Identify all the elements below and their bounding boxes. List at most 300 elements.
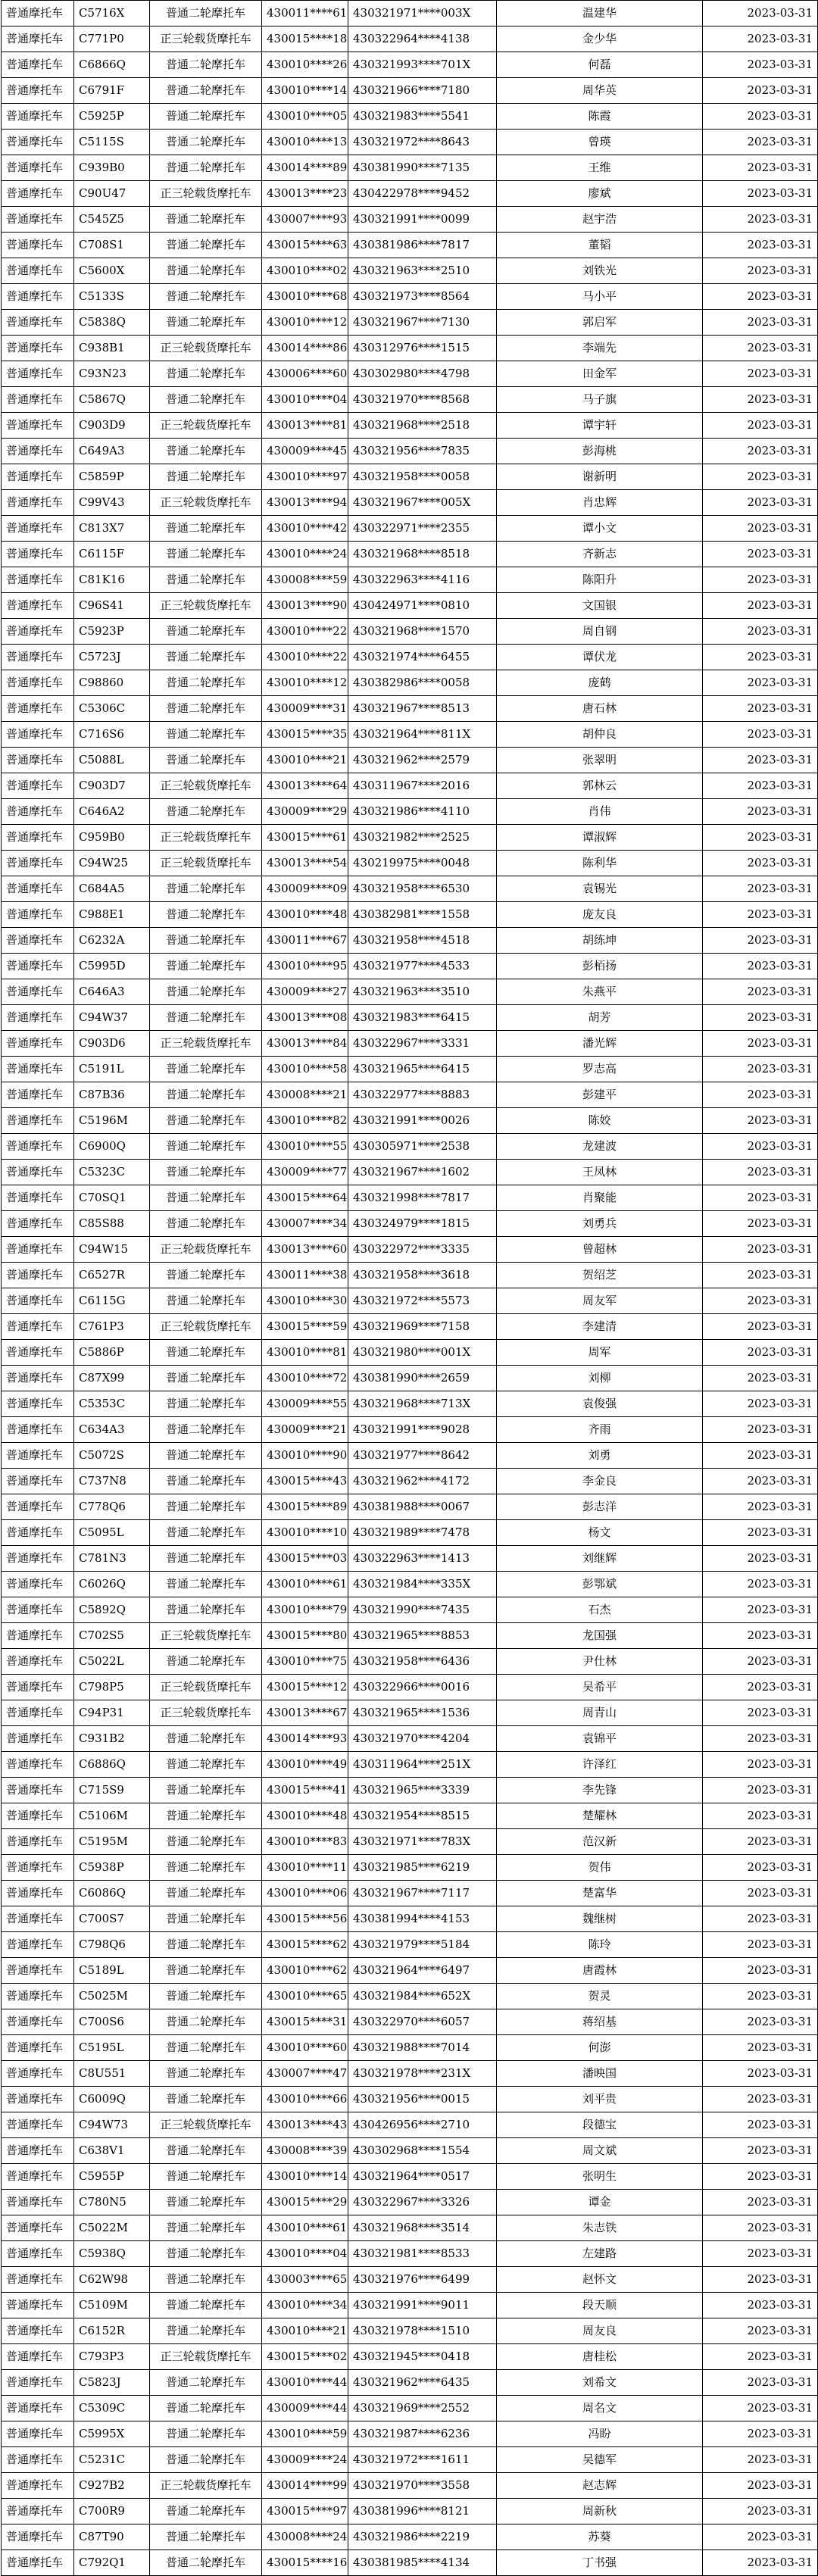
vehicle-kind-cell: 普通二轮摩托车 [150,1597,262,1623]
plate-number-cell: C793P3 [74,2344,150,2370]
vehicle-type-cell: 普通摩托车 [2,2112,74,2138]
owner-name-cell: 张明生 [497,2164,703,2190]
plate-number-cell: C798Q6 [74,1932,150,1958]
masked-code-cell: 430015****64 [262,1185,348,1211]
masked-code-cell: 430010****81 [262,1340,348,1366]
date-cell: 2023-03-31 [703,2396,818,2421]
masked-code-cell: 430013****54 [262,851,348,876]
vehicle-type-cell: 普通摩托车 [2,979,74,1005]
date-cell: 2023-03-31 [703,464,818,490]
date-cell: 2023-03-31 [703,233,818,258]
owner-name-cell: 陈玲 [497,1932,703,1958]
date-cell: 2023-03-31 [703,1288,818,1314]
date-cell: 2023-03-31 [703,1855,818,1881]
table-row [2,1778,818,1803]
vehicle-kind-cell: 普通二轮摩托车 [150,361,262,387]
vehicle-kind-cell: 普通二轮摩托车 [150,1932,262,1958]
masked-id-number-cell: 430322963****1413 [348,1546,497,1572]
owner-name-cell: 郭启军 [497,310,703,336]
vehicle-type-cell: 普通摩托车 [2,1366,74,1391]
masked-code-cell: 430015****89 [262,1494,348,1520]
date-cell: 2023-03-31 [703,2215,818,2241]
vehicle-kind-cell: 正三轮载货摩托车 [150,1031,262,1057]
vehicle-kind-cell: 普通二轮摩托车 [150,2396,262,2421]
masked-id-number-cell: 430321983****5541 [348,104,497,130]
owner-name-cell: 潘映国 [497,2061,703,2087]
masked-id-number-cell: 430321958****3618 [348,1263,497,1288]
owner-name-cell: 赵宇浩 [497,207,703,233]
table-row [2,2138,818,2164]
table-row [2,696,818,722]
plate-number-cell: C5838Q [74,310,150,336]
table-row [2,1391,818,1417]
vehicle-kind-cell: 普通二轮摩托车 [150,1417,262,1443]
table-row [2,181,818,207]
vehicle-type-cell: 普通摩托车 [2,181,74,207]
masked-id-number-cell: 430321988****7014 [348,2035,497,2061]
plate-number-cell: C646A3 [74,979,150,1005]
table-row [2,1469,818,1494]
masked-id-number-cell: 430321962****6435 [348,2370,497,2396]
plate-number-cell: C5189L [74,1958,150,1984]
vehicle-type-cell: 普通摩托车 [2,104,74,130]
owner-name-cell: 段德宝 [497,2112,703,2138]
vehicle-kind-cell: 普通二轮摩托车 [150,1134,262,1160]
date-cell: 2023-03-31 [703,181,818,207]
vehicle-kind-cell: 正三轮载货摩托车 [150,27,262,52]
date-cell: 2023-03-31 [703,1185,818,1211]
masked-code-cell: 430010****04 [262,387,348,413]
masked-code-cell: 430013****81 [262,413,348,439]
masked-id-number-cell: 430381990****7135 [348,155,497,181]
masked-id-number-cell: 430321991****0026 [348,1108,497,1134]
plate-number-cell: C6026Q [74,1572,150,1597]
date-cell: 2023-03-31 [703,2087,818,2112]
date-cell: 2023-03-31 [703,2138,818,2164]
table-row [2,2499,818,2524]
masked-code-cell: 430015****18 [262,27,348,52]
owner-name-cell: 曾超林 [497,1237,703,1263]
masked-id-number-cell: 430321970****4204 [348,1726,497,1752]
vehicle-type-cell: 普通摩托车 [2,207,74,233]
owner-name-cell: 张翠明 [497,748,703,773]
masked-code-cell: 430015****35 [262,722,348,748]
owner-name-cell: 齐新志 [497,542,703,567]
plate-number-cell: C931B2 [74,1726,150,1752]
vehicle-type-cell: 普通摩托车 [2,1881,74,1906]
vehicle-kind-cell: 普通二轮摩托车 [150,1391,262,1417]
table-row [2,1829,818,1855]
masked-code-cell: 430010****13 [262,130,348,155]
table-row [2,1752,818,1778]
owner-name-cell: 肖聚能 [497,1185,703,1211]
plate-number-cell: C94P31 [74,1700,150,1726]
table-row [2,490,818,516]
masked-id-number-cell: 430322966****0016 [348,1675,497,1700]
masked-id-number-cell: 430321969****7158 [348,1314,497,1340]
vehicle-type-cell: 普通摩托车 [2,2009,74,2035]
vehicle-kind-cell: 普通二轮摩托车 [150,1160,262,1185]
plate-number-cell: C634A3 [74,1417,150,1443]
masked-code-cell: 430013****90 [262,593,348,619]
table-row [2,1185,818,1211]
vehicle-kind-cell: 正三轮载货摩托车 [150,1237,262,1263]
owner-name-cell: 彭栢扬 [497,954,703,979]
table-row [2,567,818,593]
table-row [2,928,818,954]
table-row [2,1,818,27]
masked-id-number-cell: 430322971****2355 [348,516,497,542]
plate-number-cell: C6152R [74,2318,150,2344]
masked-code-cell: 430010****24 [262,542,348,567]
table-row [2,2267,818,2293]
owner-name-cell: 胡练坤 [497,928,703,954]
masked-code-cell: 430009****21 [262,1417,348,1443]
vehicle-type-cell: 普通摩托车 [2,2164,74,2190]
plate-number-cell: C6900Q [74,1134,150,1160]
table-row [2,1134,818,1160]
masked-code-cell: 430010****21 [262,748,348,773]
date-cell: 2023-03-31 [703,1572,818,1597]
vehicle-type-cell: 普通摩托车 [2,1469,74,1494]
table-row [2,1649,818,1675]
date-cell: 2023-03-31 [703,1443,818,1469]
plate-number-cell: C6009Q [74,2087,150,2112]
vehicle-type-cell: 普通摩托车 [2,1700,74,1726]
vehicle-kind-cell: 普通二轮摩托车 [150,2241,262,2267]
plate-number-cell: C5716X [74,1,150,27]
masked-code-cell: 430015****03 [262,1546,348,1572]
vehicle-type-cell: 普通摩托车 [2,954,74,979]
masked-code-cell: 430010****59 [262,2421,348,2447]
plate-number-cell: C649A3 [74,439,150,464]
masked-code-cell: 430013****23 [262,181,348,207]
plate-number-cell: C5886P [74,1340,150,1366]
masked-code-cell: 430010****34 [262,2293,348,2318]
date-cell: 2023-03-31 [703,284,818,310]
date-cell: 2023-03-31 [703,258,818,284]
masked-code-cell: 430010****48 [262,1803,348,1829]
vehicle-type-cell: 普通摩托车 [2,2087,74,2112]
table-row [2,1057,818,1082]
masked-code-cell: 430010****55 [262,1134,348,1160]
masked-id-number-cell: 430302968****1554 [348,2138,497,2164]
owner-name-cell: 贺绍芝 [497,1263,703,1288]
masked-code-cell: 430009****31 [262,696,348,722]
vehicle-kind-cell: 普通二轮摩托车 [150,284,262,310]
vehicle-type-cell: 普通摩托车 [2,258,74,284]
date-cell: 2023-03-31 [703,773,818,799]
masked-id-number-cell: 430381985****4134 [348,2550,497,2576]
owner-name-cell: 李端先 [497,336,703,361]
owner-name-cell: 陈利华 [497,851,703,876]
masked-id-number-cell: 430321962****2579 [348,748,497,773]
table-row [2,2087,818,2112]
plate-number-cell: C6791F [74,78,150,104]
date-cell: 2023-03-31 [703,361,818,387]
plate-number-cell: C903D9 [74,413,150,439]
plate-number-cell: C5995D [74,954,150,979]
vehicle-type-cell: 普通摩托车 [2,1005,74,1031]
plate-number-cell: C6115F [74,542,150,567]
masked-id-number-cell: 430321958****6530 [348,876,497,902]
masked-id-number-cell: 430321965****6415 [348,1057,497,1082]
plate-number-cell: C5095L [74,1520,150,1546]
vehicle-type-cell: 普通摩托车 [2,2241,74,2267]
vehicle-type-cell: 普通摩托车 [2,902,74,928]
masked-id-number-cell: 430424971****0810 [348,593,497,619]
masked-code-cell: 430010****49 [262,1752,348,1778]
owner-name-cell: 左建路 [497,2241,703,2267]
table-row [2,799,818,825]
owner-name-cell: 周军 [497,1340,703,1366]
masked-id-number-cell: 430321968****8518 [348,542,497,567]
masked-code-cell: 430015****12 [262,1675,348,1700]
vehicle-kind-cell: 普通二轮摩托车 [150,1829,262,1855]
masked-id-number-cell: 430381990****2659 [348,1366,497,1391]
date-cell: 2023-03-31 [703,52,818,78]
masked-code-cell: 430006****60 [262,361,348,387]
owner-name-cell: 段天顺 [497,2293,703,2318]
masked-id-number-cell: 430422978****9452 [348,181,497,207]
vehicle-type-cell: 普通摩托车 [2,2035,74,2061]
vehicle-kind-cell: 普通二轮摩托车 [150,748,262,773]
vehicle-type-cell: 普通摩托车 [2,310,74,336]
vehicle-kind-cell: 正三轮载货摩托车 [150,2112,262,2138]
masked-id-number-cell: 430324979****1815 [348,1211,497,1237]
date-cell: 2023-03-31 [703,387,818,413]
table-row [2,1675,818,1700]
owner-name-cell: 刘勇兵 [497,1211,703,1237]
masked-code-cell: 430010****79 [262,1597,348,1623]
table-row [2,1443,818,1469]
plate-number-cell: C90U47 [74,181,150,207]
plate-number-cell: C771P0 [74,27,150,52]
masked-id-number-cell: 430321978****1510 [348,2318,497,2344]
plate-number-cell: C87T90 [74,2524,150,2550]
vehicle-kind-cell: 普通二轮摩托车 [150,1443,262,1469]
masked-code-cell: 430010****30 [262,1288,348,1314]
masked-code-cell: 430015****80 [262,1623,348,1649]
vehicle-kind-cell: 普通二轮摩托车 [150,1082,262,1108]
date-cell: 2023-03-31 [703,2009,818,2035]
plate-number-cell: C988E1 [74,902,150,928]
masked-code-cell: 430015****63 [262,233,348,258]
table-row [2,1520,818,1546]
table-row [2,1237,818,1263]
owner-name-cell: 贺伟 [497,1855,703,1881]
masked-id-number-cell: 430302980****4798 [348,361,497,387]
owner-name-cell: 周华英 [497,78,703,104]
vehicle-type-cell: 普通摩托车 [2,2267,74,2293]
masked-id-number-cell: 430321967****8513 [348,696,497,722]
table-row [2,2061,818,2087]
date-cell: 2023-03-31 [703,1700,818,1726]
vehicle-type-cell: 普通摩托车 [2,1984,74,2009]
vehicle-type-cell: 普通摩托车 [2,1211,74,1237]
masked-code-cell: 430010****14 [262,78,348,104]
table-row [2,1803,818,1829]
masked-code-cell: 430010****21 [262,2318,348,2344]
date-cell: 2023-03-31 [703,1906,818,1932]
masked-code-cell: 430010****06 [262,1881,348,1906]
vehicle-kind-cell: 普通二轮摩托车 [150,2190,262,2215]
masked-id-number-cell: 430321981****8533 [348,2241,497,2267]
vehicle-kind-cell: 普通二轮摩托车 [150,1906,262,1932]
vehicle-kind-cell: 普通二轮摩托车 [150,902,262,928]
table-row [2,233,818,258]
vehicle-type-cell: 普通摩托车 [2,2396,74,2421]
masked-id-number-cell: 430321967****7117 [348,1881,497,1906]
vehicle-type-cell: 普通摩托车 [2,696,74,722]
plate-number-cell: C93N23 [74,361,150,387]
masked-id-number-cell: 430321987****6236 [348,2421,497,2447]
owner-name-cell: 袁锦平 [497,1726,703,1752]
owner-name-cell: 唐桂松 [497,2344,703,2370]
vehicle-kind-cell: 普通二轮摩托车 [150,258,262,284]
masked-code-cell: 430009****27 [262,979,348,1005]
vehicle-type-cell: 普通摩托车 [2,413,74,439]
table-row [2,2550,818,2576]
vehicle-type-cell: 普通摩托车 [2,851,74,876]
date-cell: 2023-03-31 [703,928,818,954]
plate-number-cell: C708S1 [74,233,150,258]
owner-name-cell: 谭伏龙 [497,645,703,670]
owner-name-cell: 马子旗 [497,387,703,413]
records-table [1,0,818,2576]
vehicle-type-cell: 普通摩托车 [2,1185,74,1211]
date-cell: 2023-03-31 [703,1623,818,1649]
vehicle-kind-cell: 普通二轮摩托车 [150,1855,262,1881]
owner-name-cell: 刘铁光 [497,258,703,284]
vehicle-kind-cell: 普通二轮摩托车 [150,645,262,670]
date-cell: 2023-03-31 [703,2318,818,2344]
owner-name-cell: 袁俊强 [497,1391,703,1417]
owner-name-cell: 杨文 [497,1520,703,1546]
vehicle-kind-cell: 普通二轮摩托车 [150,1057,262,1082]
masked-id-number-cell: 430321971****783X [348,1829,497,1855]
masked-id-number-cell: 430322977****8883 [348,1082,497,1108]
vehicle-kind-cell: 普通二轮摩托车 [150,567,262,593]
plate-number-cell: C5109M [74,2293,150,2318]
plate-number-cell: C939B0 [74,155,150,181]
vehicle-type-cell: 普通摩托车 [2,155,74,181]
owner-name-cell: 胡芳 [497,1005,703,1031]
masked-code-cell: 430010****11 [262,1855,348,1881]
date-cell: 2023-03-31 [703,2344,818,2370]
vehicle-kind-cell: 正三轮载货摩托车 [150,490,262,516]
table-row [2,310,818,336]
vehicle-kind-cell: 普通二轮摩托车 [150,954,262,979]
owner-name-cell: 肖伟 [497,799,703,825]
plate-number-cell: C778Q6 [74,1494,150,1520]
vehicle-type-cell: 普通摩托车 [2,619,74,645]
masked-id-number-cell: 430382986****0058 [348,670,497,696]
plate-number-cell: C792Q1 [74,2550,150,2576]
date-cell: 2023-03-31 [703,1134,818,1160]
table-row [2,464,818,490]
masked-code-cell: 430008****24 [262,2524,348,2550]
vehicle-kind-cell: 普通二轮摩托车 [150,1185,262,1211]
vehicle-kind-cell: 普通二轮摩托车 [150,439,262,464]
owner-name-cell: 彭海桃 [497,439,703,464]
vehicle-kind-cell: 普通二轮摩托车 [150,104,262,130]
date-cell: 2023-03-31 [703,336,818,361]
vehicle-kind-cell: 普通二轮摩托车 [150,2215,262,2241]
vehicle-type-cell: 普通摩托车 [2,1675,74,1700]
vehicle-kind-cell: 普通二轮摩托车 [150,722,262,748]
owner-name-cell: 董韬 [497,233,703,258]
masked-id-number-cell: 430321956****7835 [348,439,497,464]
table-row [2,2190,818,2215]
plate-number-cell: C5133S [74,284,150,310]
owner-name-cell: 胡仲良 [497,722,703,748]
table-row [2,1958,818,1984]
masked-id-number-cell: 430305971****2538 [348,1134,497,1160]
masked-id-number-cell: 430321968****1570 [348,619,497,645]
table-row [2,979,818,1005]
masked-id-number-cell: 430321958****0058 [348,464,497,490]
vehicle-type-cell: 普通摩托车 [2,1160,74,1185]
table-row [2,1417,818,1443]
table-row [2,2396,818,2421]
masked-id-number-cell: 430321989****7478 [348,1520,497,1546]
vehicle-type-cell: 普通摩托车 [2,670,74,696]
owner-name-cell: 刘柳 [497,1366,703,1391]
plate-number-cell: C5088L [74,748,150,773]
owner-name-cell: 谭小文 [497,516,703,542]
date-cell: 2023-03-31 [703,2293,818,2318]
vehicle-type-cell: 普通摩托车 [2,1623,74,1649]
owner-name-cell: 肖忠辉 [497,490,703,516]
owner-name-cell: 赵志辉 [497,2473,703,2499]
owner-name-cell: 齐雨 [497,1417,703,1443]
date-cell: 2023-03-31 [703,2473,818,2499]
masked-code-cell: 430010****90 [262,1443,348,1469]
vehicle-kind-cell: 正三轮载货摩托车 [150,1675,262,1700]
masked-code-cell: 430009****24 [262,2447,348,2473]
owner-name-cell: 唐霞林 [497,1958,703,1984]
vehicle-type-cell: 普通摩托车 [2,1906,74,1932]
vehicle-type-cell: 普通摩托车 [2,1752,74,1778]
masked-code-cell: 430010****05 [262,104,348,130]
date-cell: 2023-03-31 [703,2524,818,2550]
vehicle-kind-cell: 普通二轮摩托车 [150,670,262,696]
date-cell: 2023-03-31 [703,2035,818,2061]
plate-number-cell: C98860 [74,670,150,696]
plate-number-cell: C700S6 [74,2009,150,2035]
owner-name-cell: 龙国强 [497,1623,703,1649]
masked-id-number-cell: 430382981****1558 [348,902,497,928]
masked-code-cell: 430007****47 [262,2061,348,2087]
vehicle-type-cell: 普通摩托车 [2,1546,74,1572]
vehicle-kind-cell: 普通二轮摩托车 [150,1752,262,1778]
masked-id-number-cell: 430321969****2552 [348,2396,497,2421]
owner-name-cell: 楚富华 [497,1881,703,1906]
vehicle-type-cell: 普通摩托车 [2,1391,74,1417]
masked-id-number-cell: 430321970****3558 [348,2473,497,2499]
masked-code-cell: 430009****77 [262,1160,348,1185]
vehicle-kind-cell: 普通二轮摩托车 [150,464,262,490]
plate-number-cell: C798P5 [74,1675,150,1700]
owner-name-cell: 刘平贵 [497,2087,703,2112]
owner-name-cell: 朱志铁 [497,2215,703,2241]
owner-name-cell: 许泽红 [497,1752,703,1778]
masked-id-number-cell: 430322972****3335 [348,1237,497,1263]
date-cell: 2023-03-31 [703,1314,818,1340]
vehicle-kind-cell: 普通二轮摩托车 [150,207,262,233]
owner-name-cell: 刘勇 [497,1443,703,1469]
